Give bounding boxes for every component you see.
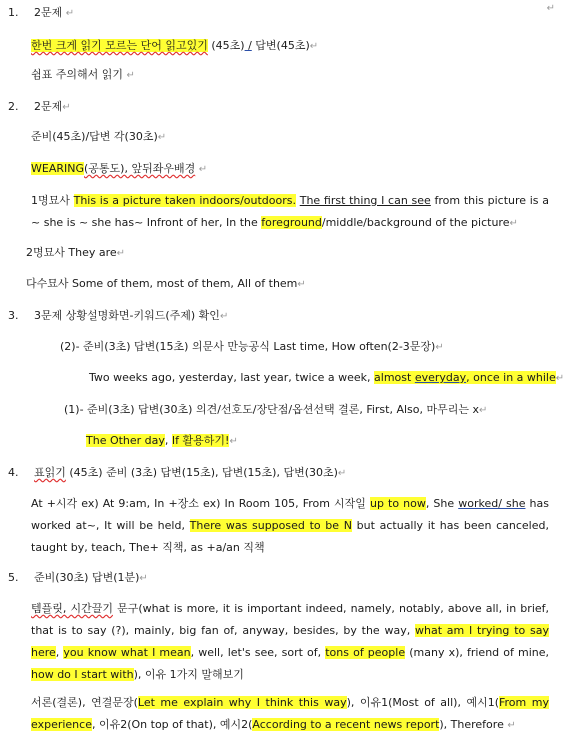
paragraph-mark-icon: ↵: [509, 218, 518, 229]
highlight-text: WEARING: [31, 162, 84, 175]
paragraph-mark-icon: ↵: [229, 436, 238, 447]
prep-time-line: 준비(45초)/답변 각(30초)↵: [31, 130, 167, 143]
paragraph-mark-icon: ↵: [198, 164, 208, 175]
highlight-text: Let me explain why I think this way: [137, 696, 347, 709]
paragraph-mark-icon: ↵: [116, 248, 126, 259]
highlight-text: This is a picture taken indoors/outdoors.: [73, 194, 296, 207]
table-reading-paragraph: At +시각 ex) At 9:am, In +장소 ex) In Room 105, From 시작일 up to now, She worked/ she has worked at~, It will be held, There was supposed to be N but actually it has been canceled, taught by, teach, The+ 직책, as +a/an 직책: [31, 497, 549, 554]
section-1-line-1: 한번 크게 읽기 모르는 단어 읽고있기 (45초) / 답변(45초)↵: [31, 39, 319, 52]
section-1-line-2: 쉼표 주의해서 읽기 ↵: [31, 68, 135, 81]
section-title: 2문제: [34, 100, 63, 113]
paragraph-mark-icon: ↵: [546, 3, 555, 14]
highlight-text: what am I trying to say here: [31, 624, 549, 659]
highlight-text: 한번 크게 읽기 모르는 단어 읽고있기: [31, 39, 208, 52]
highlight-text: tons of people: [325, 646, 406, 659]
paragraph-mark-icon: ↵: [62, 102, 71, 113]
section-1-heading: [8, 6, 74, 21]
section-title: 3문제 상황설명화면-키워드(주제) 확인: [34, 309, 220, 322]
paragraph-mark-icon: ↵: [479, 405, 488, 416]
section-title: 준비(30초) 답변(1분): [34, 571, 140, 584]
section-number: 2.: [8, 100, 19, 113]
paragraph-mark-icon: ↵: [507, 720, 516, 731]
section-title: 2문제: [34, 6, 63, 19]
highlight-text: you know what I mean: [63, 646, 191, 659]
section-title: 표읽기 (45초) 준비 (3초) 답변(15초), 답변(15초), 답변(30초): [34, 466, 338, 479]
highlight-text: how do I start with: [31, 668, 134, 681]
other-day-line: The Other day, If 활용하기!↵: [86, 434, 238, 447]
question-1-line: (1)- 준비(3초) 답변(30초) 의견/선호도/장단점/옵션선택 결론, First, Also, 마무리는 x↵: [64, 403, 488, 416]
highlight-text: foreground: [261, 216, 322, 229]
section-2-heading: [8, 100, 71, 115]
paragraph-mark-icon: ↵: [139, 573, 148, 584]
highlight-text: The Other day: [86, 434, 165, 447]
highlight-text: According to a recent news report: [252, 718, 440, 731]
template-phrases-paragraph: 템플릿, 시간끌기 문구(what is more, it is important indeed, namely, notably, above all, in brief, that is to say (?), mainly, big fan of, anyway, besides, by the way, what am I trying to say here, you know what I mean, well, let's see, sort of, tons of people (many x), friend of mine, how do I start with), 이유 1가지 말해보기: [31, 602, 550, 681]
structure-paragraph: 서론(결론), 연결문장(Let me explain why I think this way), 이유1(Most of all), 예시1(From my experience, 이유2(On top of that), 예시2(According to a recent news report), Therefore ↵: [31, 696, 549, 731]
paragraph-mark-icon: ↵: [309, 41, 319, 52]
paragraph-mark-icon: ↵: [435, 342, 444, 353]
highlight-text: almost everyday, once in a while: [374, 371, 556, 384]
section-number: 5.: [8, 571, 19, 584]
highlight-text: There was supposed to be N: [189, 519, 352, 532]
highlight-text: up to now: [370, 497, 426, 510]
highlight-text: If 활용하기!: [171, 434, 230, 447]
paragraph-mark-icon: ↵: [219, 311, 229, 322]
slash-text: /: [244, 39, 252, 52]
section-number: 3.: [8, 309, 19, 322]
section-number: 1.: [8, 6, 19, 19]
section-number: 4.: [8, 466, 19, 479]
many-person-line: 다수묘사 Some of them, most of them, All of them↵: [26, 277, 306, 290]
highlight-text: From my experience: [31, 696, 549, 731]
section-3-heading: [8, 309, 228, 324]
paragraph-mark-icon: ↵: [157, 132, 167, 143]
paragraph-mark-icon: ↵: [65, 8, 75, 19]
paragraph-mark-icon: ↵: [297, 279, 306, 290]
paragraph-mark-icon: ↵: [337, 468, 347, 479]
two-person-line: 2명묘사 They are↵: [26, 246, 126, 259]
wearing-line: WEARING(공통도), 앞뒤좌우배경 ↵: [31, 162, 208, 175]
paragraph-mark-icon: ↵: [126, 70, 135, 81]
section-4-heading: [8, 466, 346, 481]
one-person-paragraph: 1명묘사 This is a picture taken indoors/outdoors. The first thing I can see from this picture is a ~ she is ~ she has~ Infront of her, In the foreground/middle/background of the picture↵: [31, 194, 549, 229]
time-expressions-line: Two weeks ago, yesterday, last year, twice a week, almost everyday, once in a while↵: [89, 371, 564, 384]
paragraph-mark-icon: ↵: [555, 373, 564, 384]
section-5-heading: [8, 571, 148, 586]
question-2-line: (2)- 준비(3초) 답변(15초) 의문사 만능공식 Last time, How often(2-3문장)↵: [60, 340, 444, 353]
